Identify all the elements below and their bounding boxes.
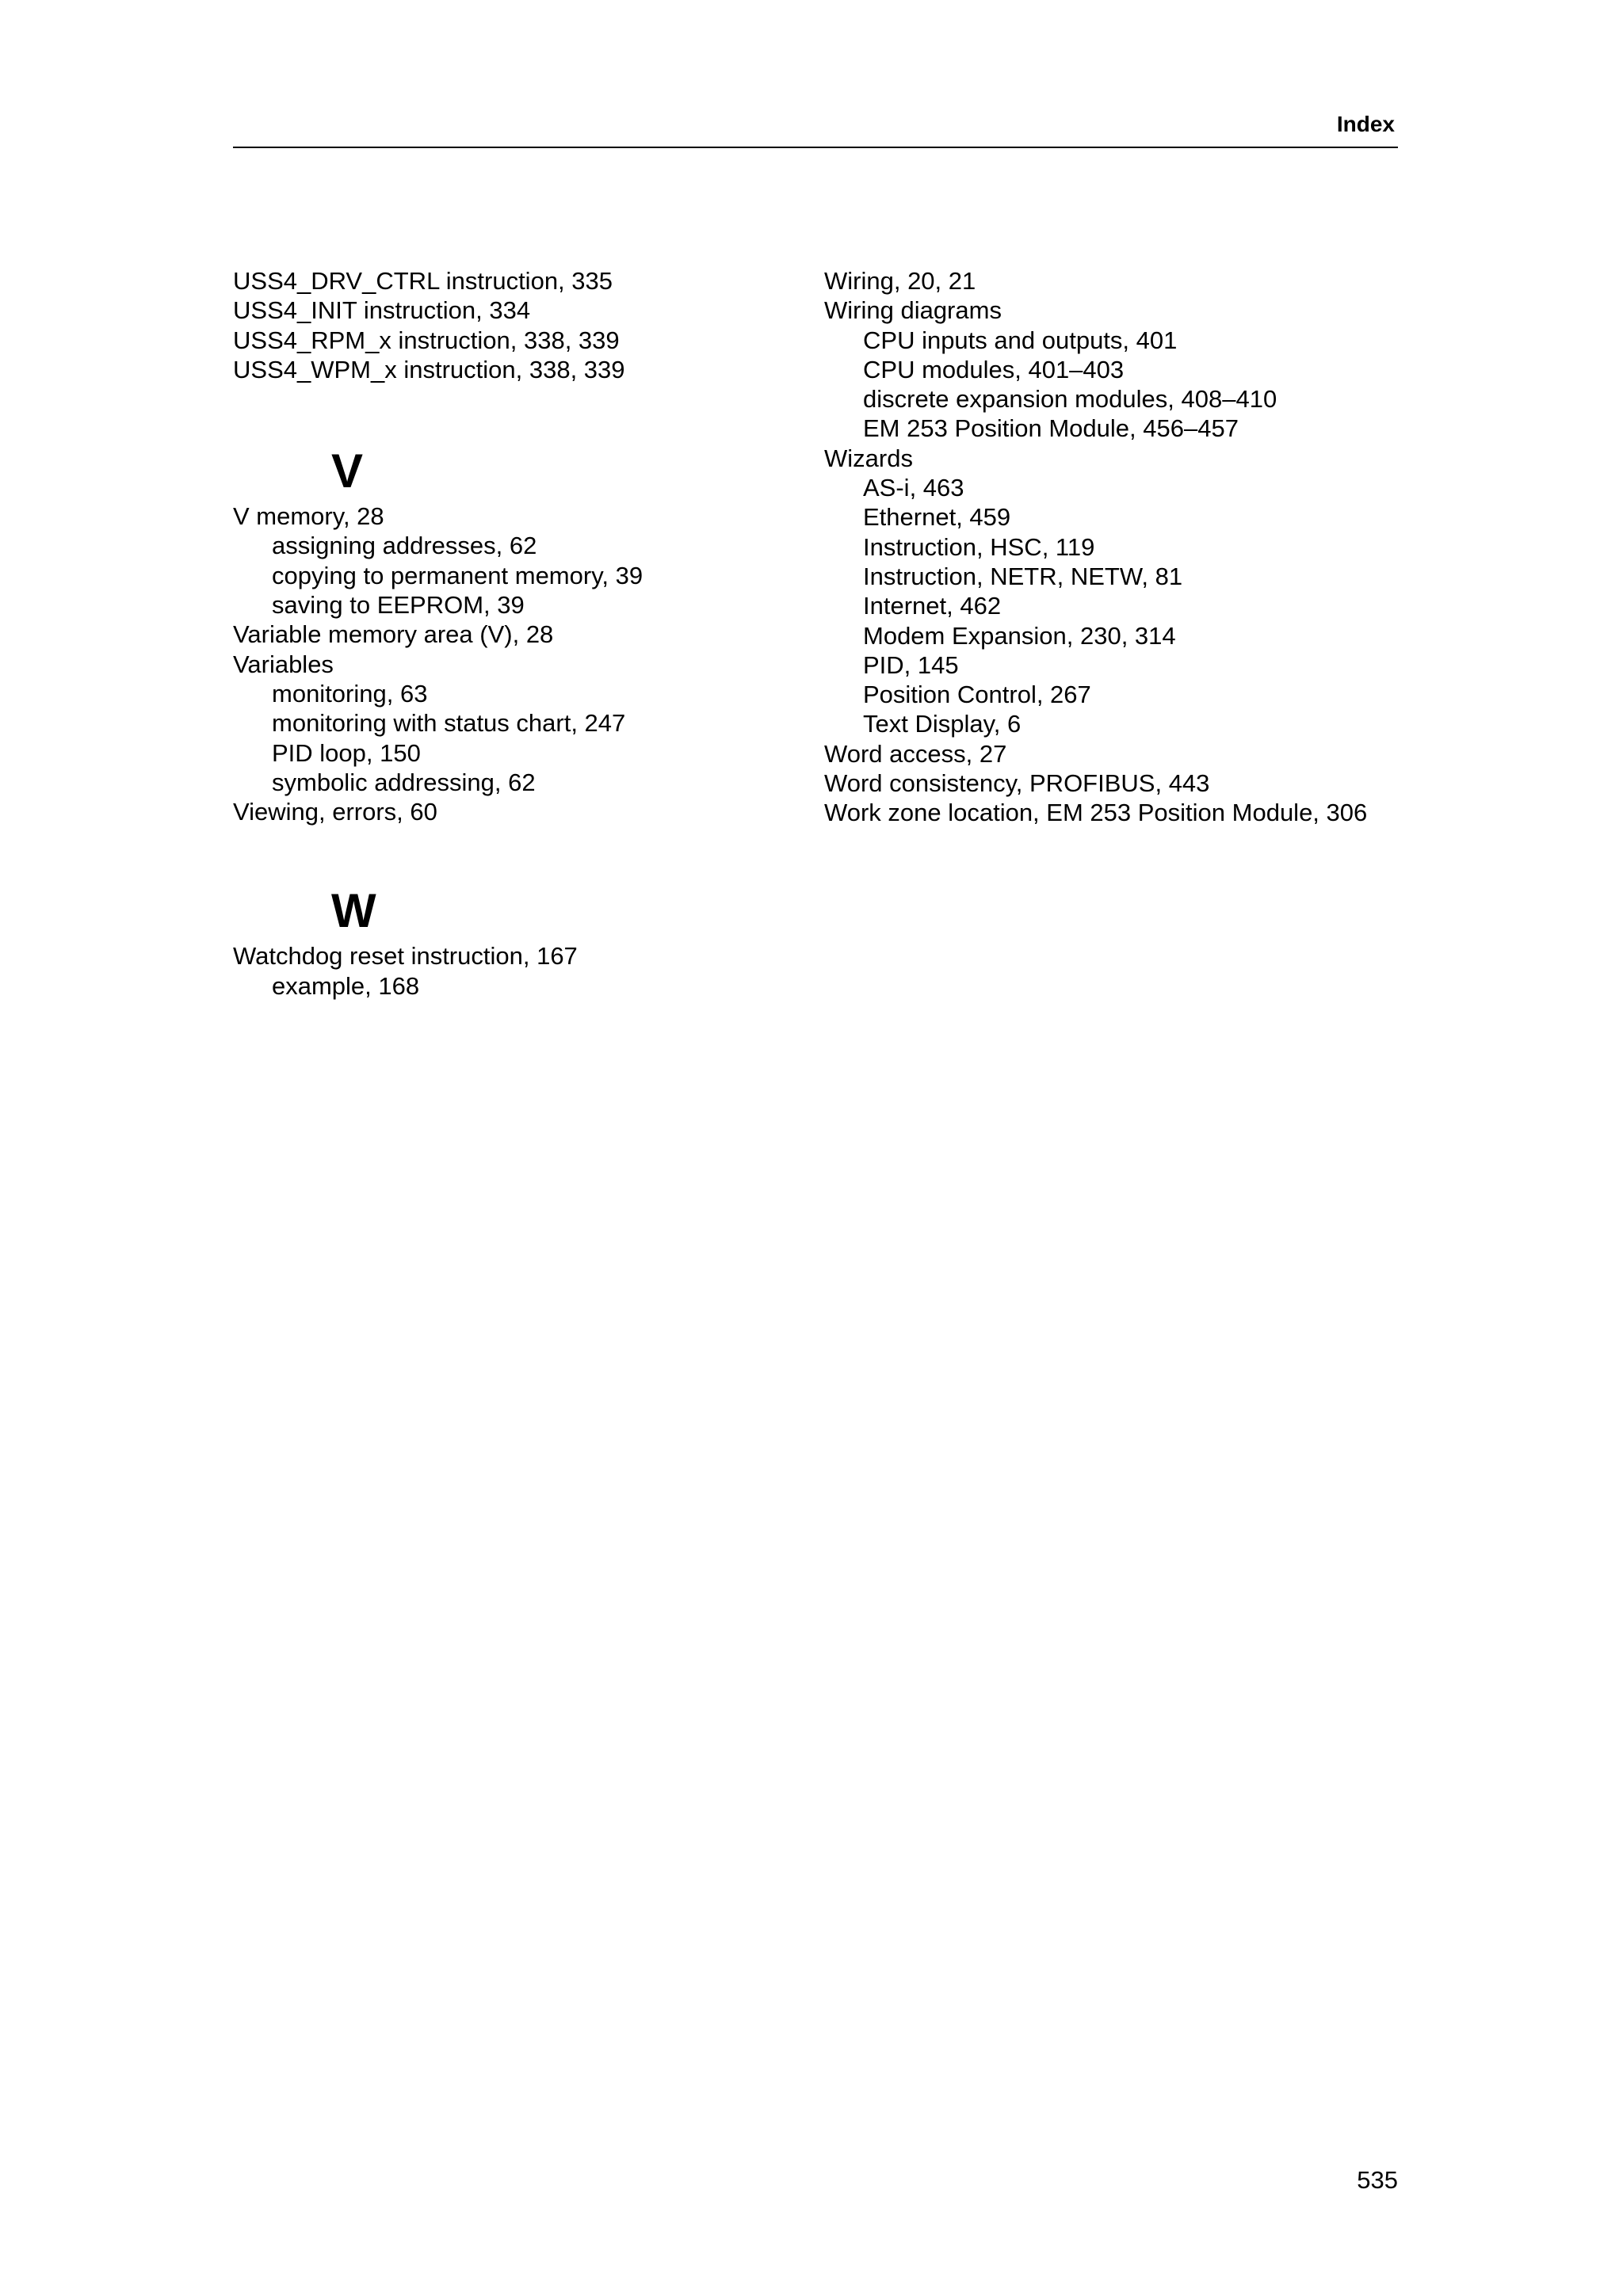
index-entry: USS4_INIT instruction, 334: [233, 296, 531, 325]
index-subentry: PID, 145: [863, 650, 959, 679]
index-subentry: PID loop, 150: [272, 738, 421, 767]
index-entry: Watchdog reset instruction, 167: [233, 942, 578, 971]
index-subentry: Position Control, 267: [863, 681, 1091, 709]
index-subentry: monitoring, 63: [272, 679, 428, 707]
index-subentry: Modem Expansion, 230, 314: [863, 621, 1176, 650]
index-subentry: Text Display, 6: [863, 710, 1022, 738]
index-subentry: AS‑i, 463: [863, 474, 964, 502]
index-entry: USS4_DRV_CTRL instruction, 335: [233, 267, 613, 295]
index-subentry: Internet, 462: [863, 592, 1002, 620]
index-subentry: copying to permanent memory, 39: [272, 561, 643, 589]
index-subentry: example, 168: [272, 971, 420, 1000]
index-subentry: saving to EEPROM, 39: [272, 591, 525, 620]
index-column-right: [824, 266, 1426, 828]
index-entry: Word access, 27: [824, 739, 1007, 768]
index-entry: USS4_RPM_x instruction, 338, 339: [233, 326, 620, 354]
index-entry: Wizards: [824, 444, 913, 472]
index-entry: USS4_WPM_x instruction, 338, 339: [233, 355, 625, 383]
index-subentry: symbolic addressing, 62: [272, 768, 536, 796]
header-title: Index: [1336, 112, 1395, 136]
index-column-left: [233, 266, 788, 1001]
index-entry: Viewing, errors, 60: [233, 798, 437, 826]
index-subentry: Ethernet, 459: [863, 503, 1011, 532]
index-entry: Word consistency, PROFIBUS, 443: [824, 769, 1210, 798]
index-entry: Variable memory area (V), 28: [233, 620, 554, 649]
index-entry: Work zone location, EM 253 Position Module, 306: [824, 799, 1368, 827]
index-entry: Variables: [233, 650, 334, 678]
index-subentry: CPU modules, 401–403: [863, 355, 1125, 383]
index-entry: V memory, 28: [233, 502, 384, 531]
section-v-entries: [233, 502, 788, 826]
index-subentry: discrete expansion modules, 408–410: [863, 385, 1277, 414]
index-subentry: assigning addresses, 62: [272, 532, 537, 560]
section-letter-w: W: [331, 884, 376, 938]
section-letter-v: V: [331, 444, 364, 498]
index-entry: Wiring, 20, 21: [824, 267, 976, 295]
index-entry: Wiring diagrams: [824, 296, 1002, 325]
index-subentry: CPU inputs and outputs, 401: [863, 326, 1178, 354]
index-subentry: Instruction, NETR, NETW, 81: [863, 562, 1183, 590]
entries-top: [233, 266, 788, 384]
page-number: 535: [1357, 2166, 1398, 2194]
section-w-entries: [233, 941, 788, 1001]
header-rule: [233, 147, 1398, 148]
index-subentry: EM 253 Position Module, 456–457: [863, 414, 1239, 443]
index-subentry: monitoring with status chart, 247: [272, 709, 626, 738]
index-subentry: Instruction, HSC, 119: [863, 532, 1095, 561]
